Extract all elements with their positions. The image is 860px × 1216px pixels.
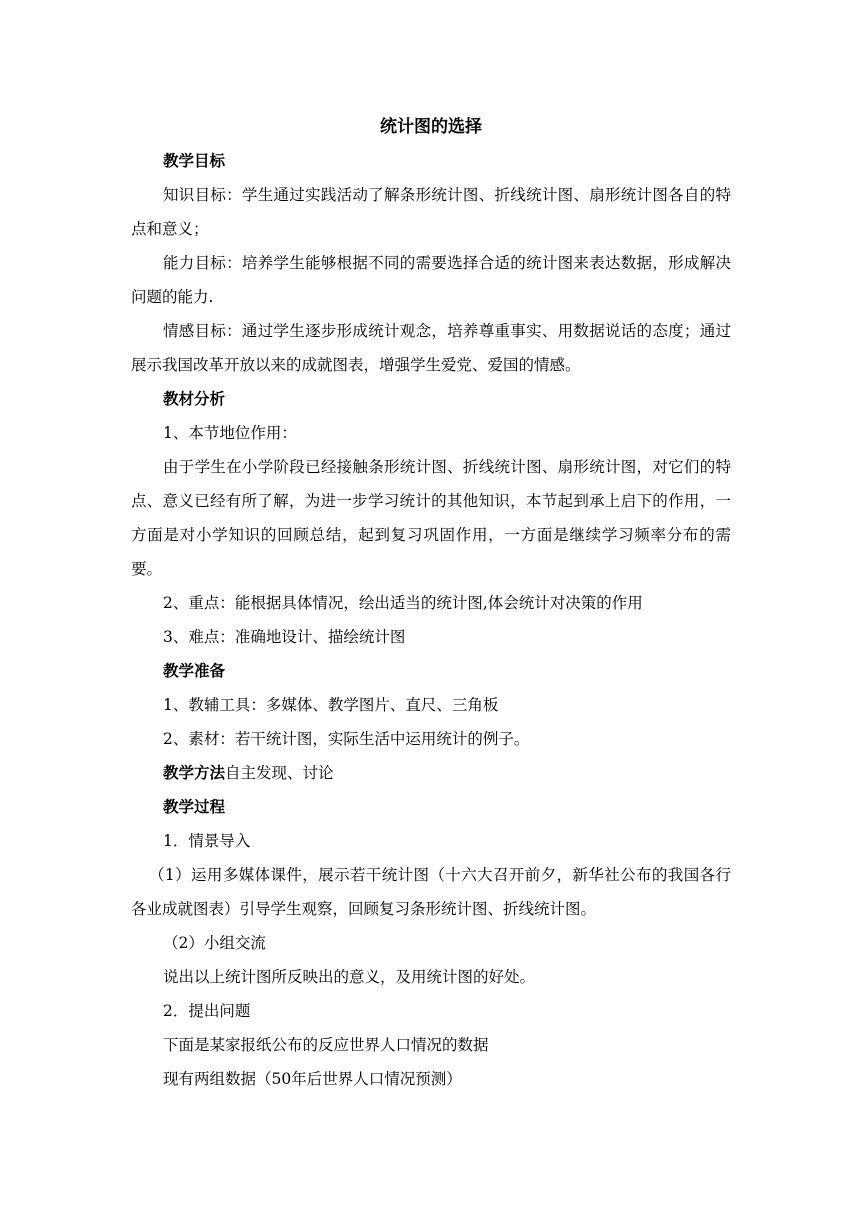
analysis-item-3: 3、难点：准确地设计、描绘统计图 [163, 628, 406, 646]
objective-knowledge: 知识目标：学生通过实践活动了解条形统计图、折线统计图、扇形统计图各自的特点和意义； [131, 186, 731, 238]
process-step-2-line-1: 下面是某家报纸公布的反应世界人口情况的数据 [163, 1036, 489, 1054]
objective-emotion: 情感目标：通过学生逐步形成统计观念，培养尊重事实、用数据说话的态度；通过展示我国改革开放以来的成就图表，增强学生爱党、爱国的情感。 [131, 322, 731, 374]
preparation-item-2: 2、素材：若干统计图，实际生活中运用统计的例子。 [163, 730, 530, 748]
analysis-item-1-body: 由于学生在小学阶段已经接触条形统计图、折线统计图、扇形统计图，对它们的特点、意义已经有所了解，为进一步学习统计的其他知识，本节起到承上启下的作用，一方面是对小学知识的回顾总结，起到复习巩固作用，一方面是继续学习频率分布的需要。 [131, 458, 731, 578]
process-step-1-title: 1．情景导入 [163, 832, 251, 850]
section-heading-objectives: 教学目标 [163, 152, 226, 170]
process-step-1-sub-1: （1）运用多媒体课件，展示若干统计图（十六大召开前夕，新华社公布的我国各行各业成就图表）引导学生观察，回顾复习条形统计图、折线统计图。 [131, 866, 731, 918]
document-content [131, 110, 731, 1096]
document-title: 统计图的选择 [380, 117, 482, 137]
objective-ability: 能力目标：培养学生能够根据不同的需要选择合适的统计图来表达数据，形成解决问题的能力. [131, 254, 731, 306]
method-line [131, 756, 731, 790]
analysis-item-2: 2、重点：能根据具体情况，绘出适当的统计图,体会统计对决策的作用 [163, 594, 643, 612]
process-step-1-sub-2: （2）小组交流 [163, 934, 266, 952]
process-step-2-line-2: 现有两组数据（50年后世界人口情况预测） [163, 1070, 462, 1088]
process-step-2-title: 2．提出问题 [163, 1002, 251, 1020]
section-heading-analysis: 教材分析 [163, 390, 226, 408]
method-text: 自主发现、讨论 [225, 764, 334, 782]
section-heading-process: 教学过程 [163, 798, 226, 816]
section-heading-preparation: 教学准备 [163, 662, 226, 680]
section-heading-method: 教学方法 [163, 764, 226, 782]
process-step-1-sub-2-body: 说出以上统计图所反映出的意义，及用统计图的好处。 [163, 968, 536, 986]
analysis-item-1-title: 1、本节地位作用： [163, 424, 297, 442]
preparation-item-1: 1、教辅工具：多媒体、教学图片、直尺、三角板 [163, 696, 499, 714]
